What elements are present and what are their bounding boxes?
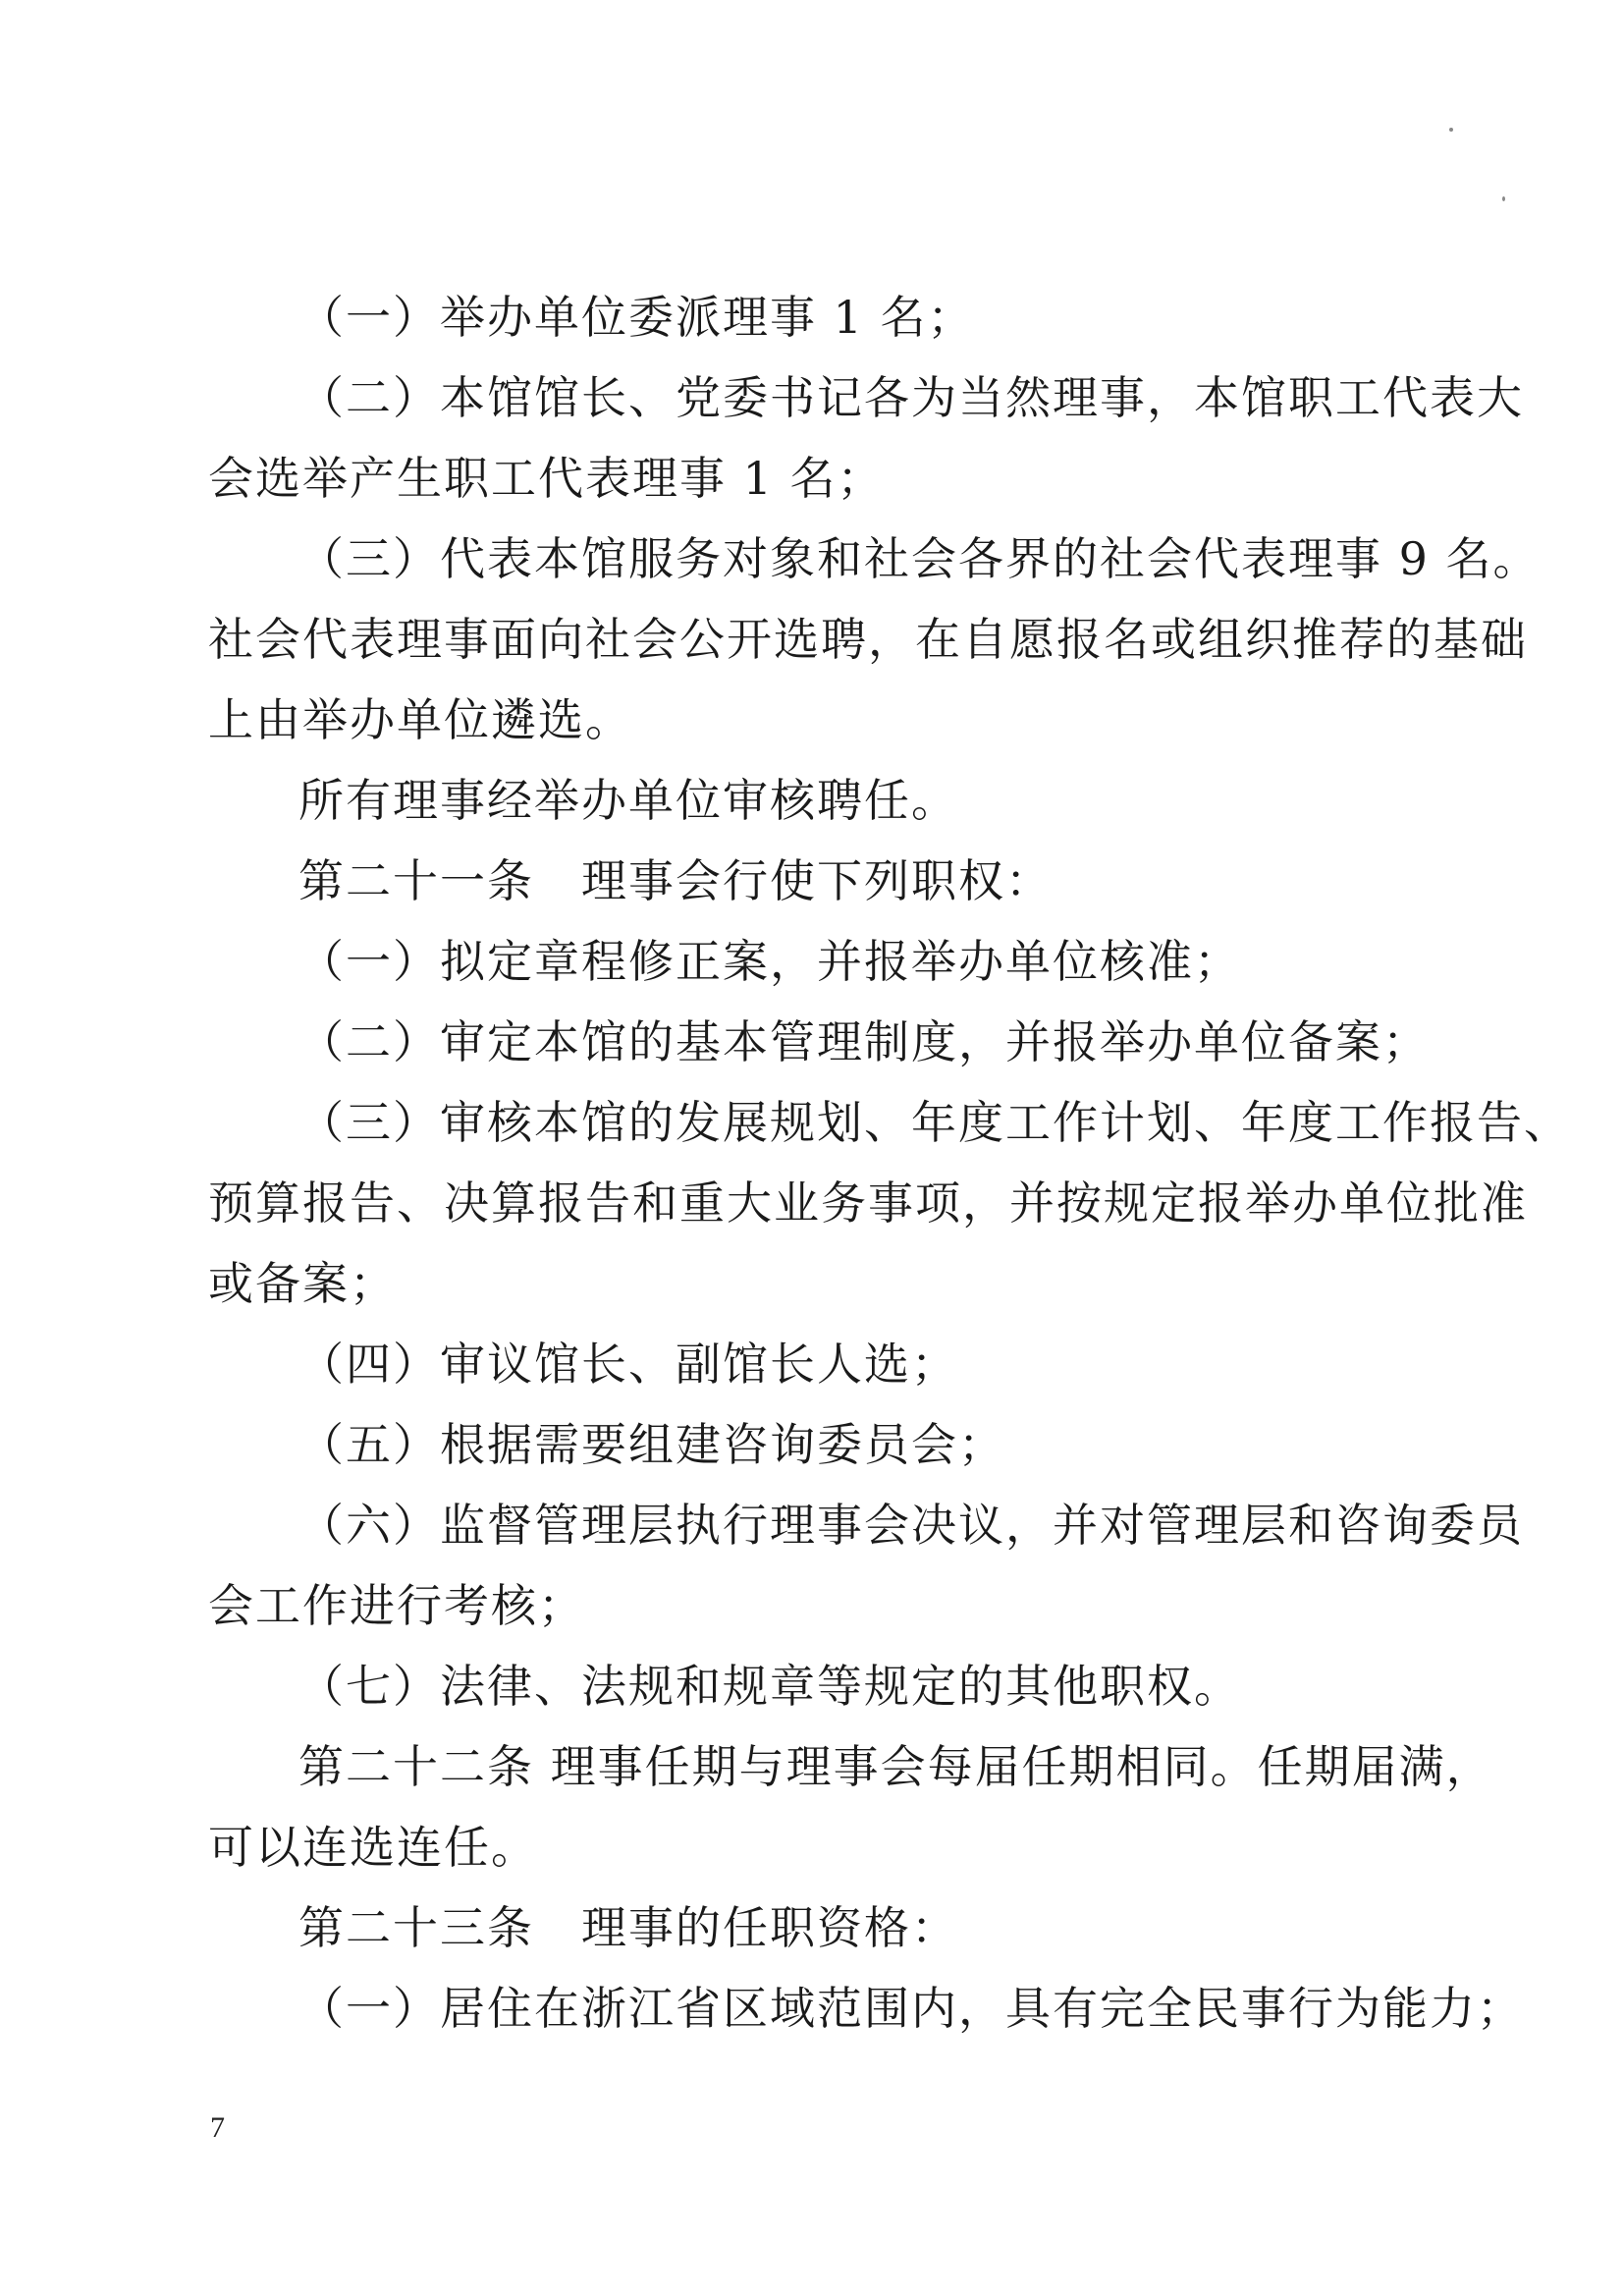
- scan-speck: [1449, 128, 1453, 132]
- text-line: 第二十二条 理事任期与理事会每届任期相同。任期届满，: [298, 1740, 1493, 1793]
- text-line: （一）举办单位委派理事 1 名；: [298, 291, 975, 344]
- text-line: （三）代表本馆服务对象和社会各界的社会代表理事 9 名。: [298, 532, 1541, 585]
- text-line: 社会代表理事面向社会公开选聘，在自愿报名或组织推荐的基础: [208, 613, 1528, 666]
- text-line: （一）拟定章程修正案，并报举办单位核准；: [298, 935, 1241, 988]
- text-line: 或备案；: [208, 1257, 397, 1310]
- text-line: 会选举产生职工代表理事 1 名；: [208, 452, 885, 505]
- text-line: （二）审定本馆的基本管理制度，并报举办单位备案；: [298, 1015, 1430, 1068]
- text-line: 会工作进行考核；: [208, 1579, 585, 1632]
- text-line: （五）根据需要组建咨询委员会；: [298, 1418, 1005, 1471]
- text-line: （六）监督管理层执行理事会决议，并对管理层和咨询委员: [298, 1499, 1524, 1552]
- text-line: 第二十三条 理事的任职资格：: [298, 1901, 958, 1954]
- text-line: 可以连选连任。: [208, 1821, 538, 1874]
- text-line: （四）审议馆长、副馆长人选；: [298, 1338, 958, 1391]
- text-line: 第二十一条 理事会行使下列职权：: [298, 854, 1053, 907]
- text-line: 预算报告、决算报告和重大业务事项，并按规定报举办单位批准: [208, 1176, 1528, 1230]
- text-line: （三）审核本馆的发展规划、年度工作计划、年度工作报告、: [298, 1096, 1571, 1149]
- text-line: 所有理事经举办单位审核聘任。: [298, 774, 958, 827]
- text-line: 上由举办单位遴选。: [208, 693, 632, 746]
- page-number: 7: [210, 2111, 225, 2144]
- text-line: （七）法律、法规和规章等规定的其他职权。: [298, 1660, 1241, 1713]
- document-body: [208, 277, 1571, 2049]
- text-line: （二）本馆馆长、党委书记各为当然理事，本馆职工代表大: [298, 371, 1524, 424]
- scan-speck: [1502, 196, 1505, 201]
- text-line: （一）居住在浙江省区域范围内，具有完全民事行为能力；: [298, 1982, 1524, 2035]
